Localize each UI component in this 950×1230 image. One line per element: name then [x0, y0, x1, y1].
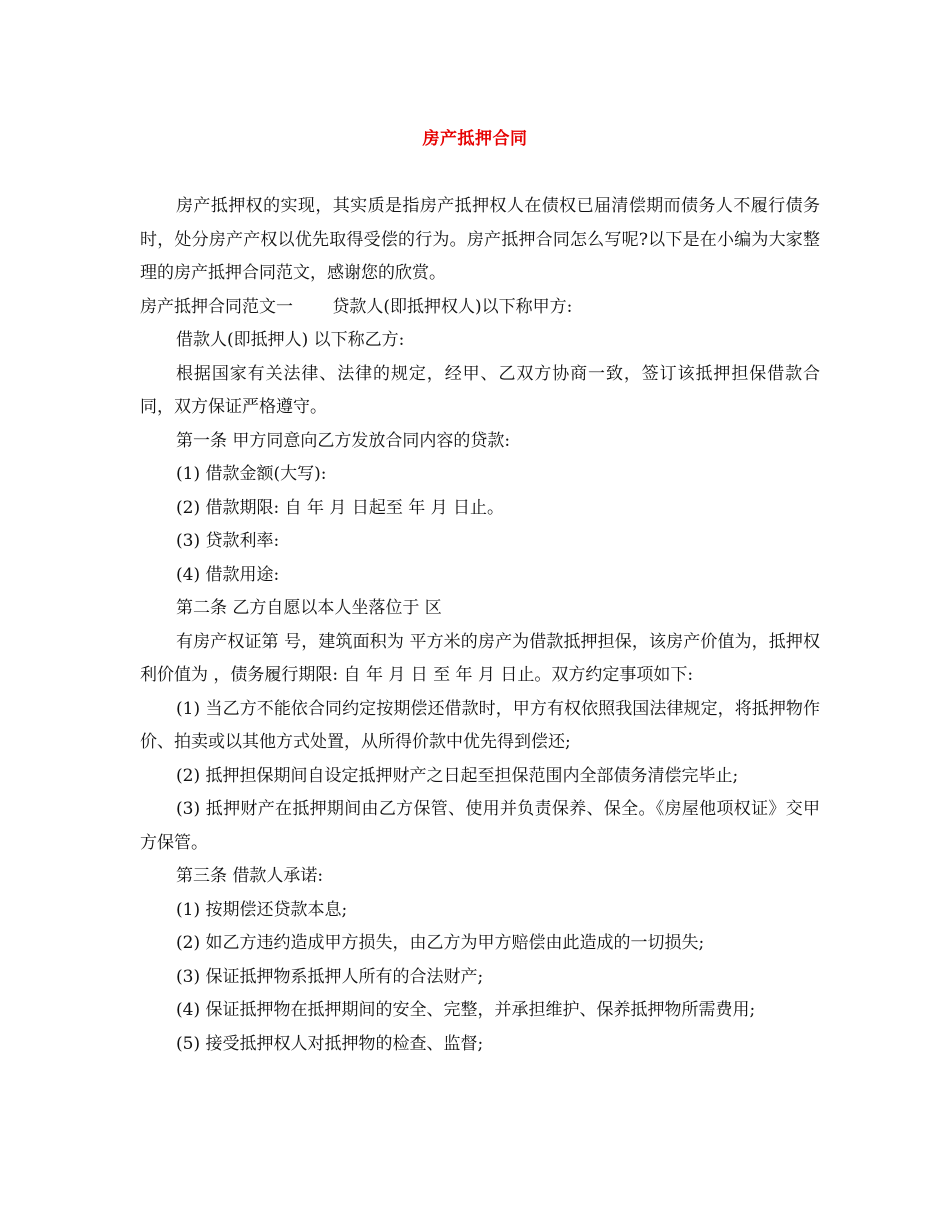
article-2-property: 有房产权证第 号，建筑面积为 平方米的房产为借款抵押担保，该房产价值为，抵押权利价值为 ，债务履行期限: 自 年 月 日 至 年 月 日止。双方约定事项如下: — [140, 631, 820, 685]
article-2-item-3: (3) 抵押财产在抵押期间由乙方保管、使用并负责保养、保全。《房屋他项权证》交甲方保管。 — [140, 799, 820, 853]
paragraph-intro: 房产抵押权的实现，其实质是指房产抵押权人在债权已届清偿期而债务人不履行债务时，处分房产产权以优先取得受偿的行为。房产抵押合同怎么写呢?以下是在小编为大家整理的房产抵押合同范文，感谢您的欣赏。 — [140, 196, 820, 283]
article-1-item-4: (4) 借款用途: — [176, 564, 280, 585]
article-3-item-5: (5) 接受抵押权人对抵押物的检查、监督; — [176, 1033, 484, 1054]
article-1-heading: 第一条 甲方同意向乙方发放合同内容的贷款: — [176, 430, 511, 451]
article-3-heading: 第三条 借款人承诺: — [176, 866, 324, 886]
page-title: 房产抵押合同 — [422, 129, 528, 149]
article-3-item-2: (2) 如乙方违约造成甲方损失，由乙方为甲方赔偿由此造成的一切损失; — [176, 933, 705, 953]
paragraph-borrower: 借款人(即抵押人) 以下称乙方: — [176, 330, 405, 350]
article-3-item-1: (1) 按期偿还贷款本息; — [176, 899, 348, 920]
article-3-item-4: (4) 保证抵押物在抵押期间的安全、完整，并承担维护、保养抵押物所需费用; — [176, 1000, 756, 1020]
paragraph-lender: 房产抵押合同范文一 贷款人(即抵押权人)以下称甲方: — [140, 296, 573, 317]
document-body — [140, 190, 820, 1061]
paragraph-basis: 根据国家有关法律、法律的规定，经甲、乙双方协商一致，签订该抵押担保借款合同，双方保证严格遵守。 — [140, 363, 820, 417]
article-2-heading: 第二条 乙方自愿以本人坐落位于 区 — [176, 598, 442, 618]
article-1-item-2: (2) 借款期限: 自 年 月 日起至 年 月 日止。 — [176, 497, 505, 518]
article-2-item-1: (1) 当乙方不能依合同约定按期偿还借款时，甲方有权依照我国法律规定，将抵押物作价、拍卖或以其他方式处置，从所得价款中优先得到偿还; — [140, 698, 820, 752]
article-3-item-3: (3) 保证抵押物系抵押人所有的合法财产; — [176, 966, 484, 987]
article-1-item-1: (1) 借款金额(大写): — [176, 464, 327, 484]
article-2-item-2: (2) 抵押担保期间自设定抵押财产之日起至担保范围内全部债务清偿完毕止; — [176, 765, 739, 786]
article-1-item-3: (3) 贷款利率: — [176, 531, 280, 551]
